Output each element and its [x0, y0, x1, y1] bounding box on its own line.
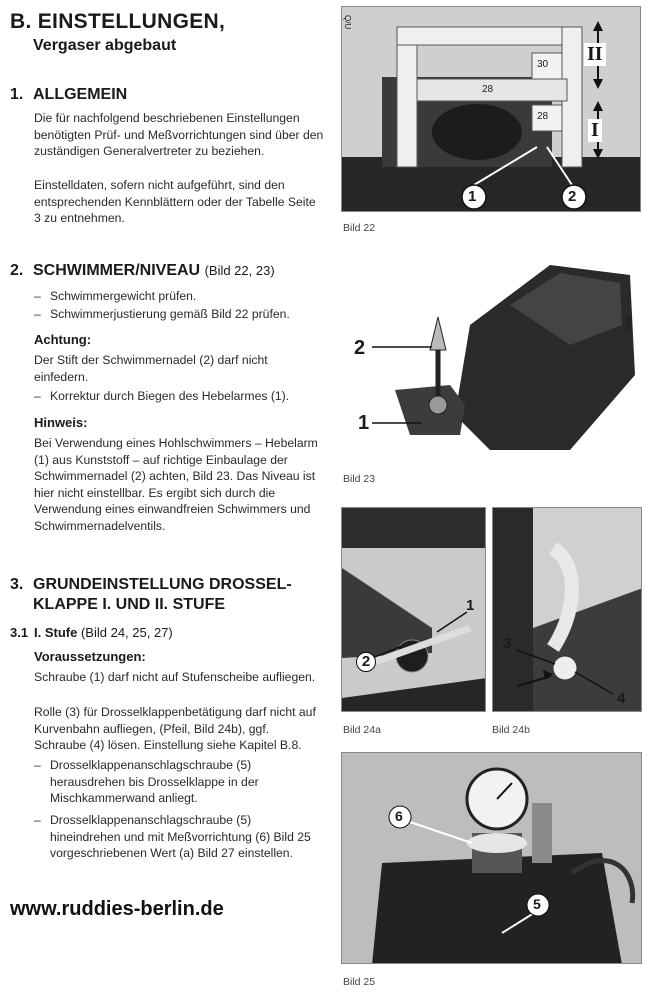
bullet-text: Korrektur durch Biegen des Hebelarmes (1).	[50, 389, 290, 403]
bild-22-num-28b: 28	[537, 111, 549, 122]
section-2-ref: (Bild 22, 23)	[204, 263, 275, 278]
bild-24b-callout-3: 3	[503, 635, 512, 652]
bullet-text: Schwimmergewicht prüfen.	[50, 289, 197, 303]
section-1-para-1: Die für nachfolgend beschriebenen Einstellungen benötigten Prüf- und Meßvorrichtungen sind über den zuständigen Generalvertreter zu beziehen.	[34, 111, 324, 159]
bild-22-num-28a: 28	[482, 84, 494, 95]
bild-22-label-ii: II	[584, 43, 606, 66]
bullet-text: Drosselklappenanschlagschraube (5) herausdrehen bis Drosselklappe in der Mischkammerwand anliegt.	[50, 758, 259, 806]
bild-23-side-text: 592	[624, 317, 633, 331]
subsection-3-1	[10, 625, 173, 640]
figure-bild-22	[341, 6, 641, 212]
bild-24a-illustration	[342, 508, 486, 712]
bild-23-callout-2: 2	[354, 337, 366, 359]
caption-bild-24a: Bild 24a	[343, 724, 381, 736]
voraussetzungen-text-1: Schraube (1) darf nicht auf Stufenscheibe aufliegen.	[34, 670, 316, 684]
section-1-number: 1.	[10, 86, 24, 103]
section-1-label: ALLGEMEIN	[33, 86, 128, 103]
dash: –	[34, 307, 41, 321]
heading-title: EINSTELLUNGEN,	[37, 10, 226, 33]
website-footer[interactable]: www.ruddies-berlin.de	[10, 898, 224, 920]
heading-subtitle: Vergaser abgebaut	[33, 37, 177, 54]
dash: –	[34, 289, 41, 303]
section-2-title	[10, 262, 275, 280]
section-1-para-2: Einstelldaten, sofern nicht aufgeführt, sind den entsprechenden Kennblättern oder der Tabelle Seite 3 zu entnehmen.	[34, 178, 316, 226]
voraussetzungen-label: Voraussetzungen:	[34, 649, 146, 664]
bild-23-illustration	[350, 255, 642, 460]
dash: –	[34, 389, 41, 403]
bullet-text: Schwimmerjustierung gemäß Bild 22 prüfen.	[50, 307, 290, 321]
section-2-bullet-2	[34, 306, 324, 323]
subsection-ref: (Bild 24, 25, 27)	[80, 625, 173, 640]
achtung-bullet	[34, 388, 324, 405]
bild-25-callout-6: 6	[395, 808, 403, 824]
dash: –	[34, 758, 41, 772]
achtung-label: Achtung:	[34, 332, 92, 347]
section-3-label-line-1: GRUNDEINSTELLUNG DROSSEL-	[33, 576, 292, 593]
section-heading	[10, 10, 225, 34]
bild-22-side-text: Q/U	[343, 15, 352, 30]
caption-bild-24b: Bild 24b	[492, 724, 530, 736]
bild-22-callout-1: 1	[468, 188, 477, 205]
hinweis-text: Bei Verwendung eines Hohlschwimmers – Hebelarm (1) aus Kunststoff – auf richtige Einbaulage der Schwimmernadel (2) achten, Bild 23. Das Niveau ist hier nicht einstellbar. Es ergibt sich durch die Verwendung eines einwandfreien Schwimmers und Schwimmernadelventils.	[34, 436, 318, 533]
bild-22-label-i: I	[588, 119, 602, 142]
bild-24b-illustration	[493, 508, 642, 712]
caption-bild-22: Bild 22	[343, 222, 376, 234]
bullet-text: Drosselklappenanschlagschraube (5) hineindrehen und mit Meßvorrichtung (6) Bild 25 vorgeschriebenen Wert (a) Bild 27 einstellen.	[50, 813, 311, 861]
caption-bild-25: Bild 25	[343, 976, 376, 988]
section-2-number: 2.	[10, 262, 24, 279]
bild-22-num-30: 30	[537, 59, 549, 70]
bild-24a-callout-2: 2	[356, 652, 376, 672]
bild-25-callout-5: 5	[533, 896, 541, 912]
figure-bild-23	[350, 255, 642, 460]
section-3-bullet-1	[34, 757, 324, 807]
subsection-title: I. Stufe	[34, 625, 78, 640]
figure-bild-24a	[341, 507, 486, 712]
dash: –	[34, 813, 41, 827]
bild-24a-callout-1: 1	[466, 597, 475, 614]
section-3-title	[10, 576, 292, 594]
section-3-title-line-2: KLAPPE I. UND II. STUFE	[33, 596, 226, 613]
section-2-label: SCHWIMMER/NIVEAU	[33, 262, 201, 279]
achtung-text: Der Stift der Schwimmernadel (2) darf nicht einfedern.	[34, 353, 268, 384]
subsection-number: 3.1	[10, 625, 29, 640]
heading-letter: B.	[10, 10, 32, 33]
bild-24b-callout-4: 4	[617, 690, 626, 707]
section-1-title	[10, 86, 127, 104]
hinweis-label: Hinweis:	[34, 415, 88, 430]
caption-bild-23: Bild 23	[343, 473, 376, 485]
bild-22-callout-2: 2	[568, 188, 577, 205]
voraussetzungen-text-2: Rolle (3) für Drosselklappenbetätigung darf nicht auf Kurvenbahn aufliegen, (Pfeil, Bild 24b), ggf. Schraube (4) lösen. Einstellung siehe Kapitel B.8.	[34, 705, 316, 753]
section-3-bullet-2	[34, 812, 324, 862]
section-3-number: 3.	[10, 576, 24, 593]
section-2-bullet-1	[34, 288, 324, 305]
figure-bild-25	[341, 752, 642, 964]
bild-25-illustration	[342, 753, 642, 964]
bild-22-illustration	[342, 7, 641, 212]
figure-bild-24b	[492, 507, 642, 712]
bild-23-callout-1: 1	[358, 412, 370, 434]
